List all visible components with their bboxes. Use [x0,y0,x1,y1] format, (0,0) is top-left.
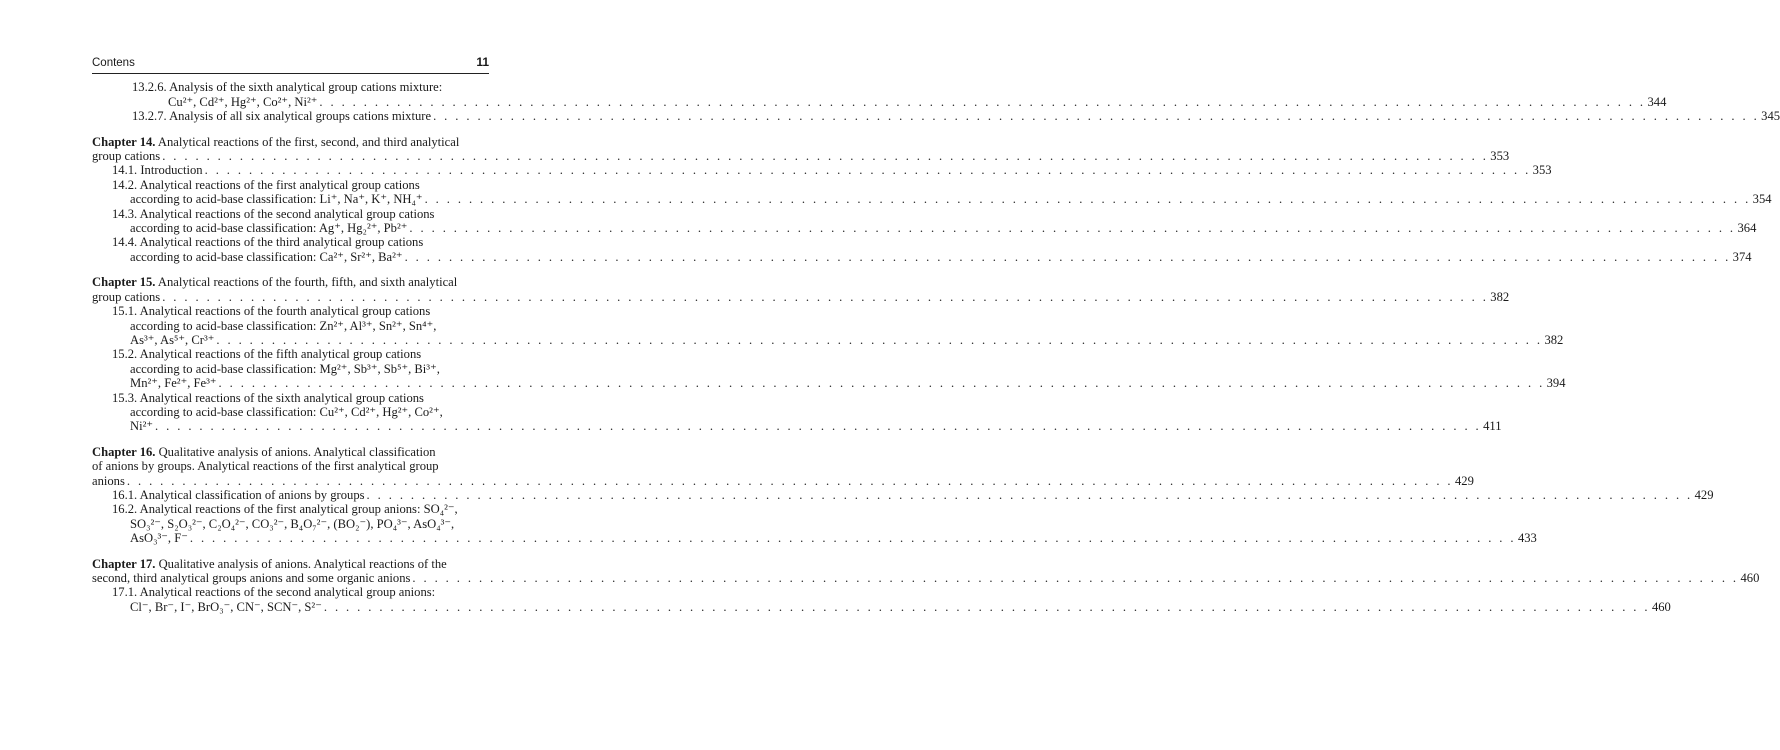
toc-entry-text: SO₃²⁻, S₂O₃²⁻, C₂O₄²⁻, CO₃²⁻, B₄O₇²⁻, (BO₂⁻), PO₄³⁻, AsO₄³⁻, [130,516,455,531]
toc-page-number: 374 [1732,249,1752,264]
dot-leader: . . . . . . . . . . . . . . . . . . . . . . . . . . . . . . . . . . . . . . . . . . . . . . . . . . . . . . . . . . . . . . . . . . . . . . . . . . . . . . . . . . . . . . . . . . . . . . . . . . . . . . . . . . . . . . . . . . . . . . . . [218,376,1545,391]
toc-entry-text: Analytical reactions of the fourth, fifth, and sixth analytical [155,275,458,290]
toc-page-number: 344 [1647,94,1667,109]
toc-entry-text: group cations [92,149,161,164]
toc-entry-line [92,445,489,459]
toc-entry-text: 16.1. Analytical classification of anions by groups [112,487,365,502]
page-number: 11 [476,55,489,69]
toc-entry [92,109,1780,124]
toc-entry [92,304,1564,347]
toc-entry-text: 14.1. Introduction [112,163,203,178]
toc-entry-text: 15.2. Analytical reactions of the fifth analytical group cations [112,347,422,362]
toc-entry [92,235,1752,264]
toc-entry-text: Mn²⁺, Fe²⁺, Fe³⁺ [130,376,217,391]
dot-leader: . . . . . . . . . . . . . . . . . . . . . . . . . . . . . . . . . . . . . . . . . . . . . . . . . . . . . . . . . . . . . . . . . . . . . . . . . . . . . . . . . . . . . . . . . . . . . . . . . . . . . . . . . . . . . . . . . . . . . . . . [323,599,1650,614]
toc-entry-text: 14.2. Analytical reactions of the first analytical group cations [112,177,420,192]
toc-entry-text: Analytical reactions of the first, second, and third analytical [155,134,460,149]
toc-entry-text: according to acid-base classification: Cu²⁺, Cd²⁺, Hg²⁺, Co²⁺, [130,404,443,419]
dot-leader: . . . . . . . . . . . . . . . . . . . . . . . . . . . . . . . . . . . . . . . . . . . . . . . . . . . . . . . . . . . . . . . . . . . . . . . . . . . . . . . . . . . . . . . . . . . . . . . . . . . . . . . . . . . . . . . . . . . . . . . . [319,94,1646,109]
toc-entry [92,585,1671,614]
dot-leader: . . . . . . . . . . . . . . . . . . . . . . . . . . . . . . . . . . . . . . . . . . . . . . . . . . . . . . . . . . . . . . . . . . . . . . . . . . . . . . . . . . . . . . . . . . . . . . . . . . . . . . . . . . . . . . . . . . . . . . . . [216,332,1543,347]
toc-entry-last-line [112,419,1502,434]
toc-entry-line [112,362,489,376]
toc-entry-line [112,178,489,192]
toc-entry-text: according to acid-base classification: Mg²⁺, Sb³⁺, Sb⁵⁺, Bi³⁺, [130,361,440,376]
dot-leader: . . . . . . . . . . . . . . . . . . . . . . . . . . . . . . . . . . . . . . . . . . . . . . . . . . . . . . . . . . . . . . . . . . . . . . . . . . . . . . . . . . . . . . . . . . . . . . . . . . . . . . . . . . . . . . . . . . . . . . . . [204,163,1531,178]
toc-entry-last-line [112,163,1552,178]
toc-entry-last-line [112,376,1566,391]
toc-page-number: 429 [1454,473,1474,488]
toc-entry-line [112,319,489,333]
chapter-label: Chapter 14. [92,134,156,149]
toc-entry [92,275,1510,304]
toc-entry-last-line [132,94,1667,109]
toc-entry-last-line [112,531,1537,546]
dot-leader: . . . . . . . . . . . . . . . . . . . . . . . . . . . . . . . . . . . . . . . . . . . . . . . . . . . . . . . . . . . . . . . . . . . . . . . . . . . . . . . . . . . . . . . . . . . . . . . . . . . . . . . . . . . . . . . . . . . . . . . . [162,149,1489,164]
toc-entry-text: group cations [92,289,161,304]
toc-page [92,55,1780,614]
toc-entry-text: Ni²⁺ [130,419,154,434]
dot-leader: . . . . . . . . . . . . . . . . . . . . . . . . . . . . . . . . . . . . . . . . . . . . . . . . . . . . . . . . . . . . . . . . . . . . . . . . . . . . . . . . . . . . . . . . . . . . . . . . . . . . . . . . . . . . . . . . . . . . . . . . [404,249,1731,264]
toc-entry-last-line [92,289,1510,304]
toc-page-number: 354 [1752,192,1772,207]
toc-entry-text: 17.1. Analytical reactions of the second analytical group anions: [112,585,436,600]
toc-entry-text: As³⁺, As⁵⁺, Cr³⁺ [130,332,215,347]
toc-entry-text: Cu²⁺, Cd²⁺, Hg²⁺, Co²⁺, Ni²⁺ [168,94,318,109]
dot-leader: . . . . . . . . . . . . . . . . . . . . . . . . . . . . . . . . . . . . . . . . . . . . . . . . . . . . . . . . . . . . . . . . . . . . . . . . . . . . . . . . . . . . . . . . . . . . . . . . . . . . . . . . . . . . . . . . . . . . . . . . [366,487,1693,502]
toc-entry-line [92,275,489,289]
toc-entry-text: 13.2.6. Analysis of the sixth analytical group cations mixture: [132,80,443,95]
dot-leader: . . . . . . . . . . . . . . . . . . . . . . . . . . . . . . . . . . . . . . . . . . . . . . . . . . . . . . . . . . . . . . . . . . . . . . . . . . . . . . . . . . . . . . . . . . . . . . . . . . . . . . . . . . . . . . . . . . . . . . . . [424,192,1751,207]
toc-page-number: 460 [1740,571,1760,585]
toc-page-number: 382 [1490,289,1510,304]
toc-page-number: 429 [1694,487,1714,502]
toc-entry-last-line [132,109,1780,124]
dot-leader: . . . . . . . . . . . . . . . . . . . . . . . . . . . . . . . . . . . . . . . . . . . . . . . . . . . . . . . . . . . . . . . . . . . . . . . . . . . . . . . . . . . . . . . . . . . . . . . . . . . . . . . . . . . . . . . . . . . . . . . . [409,221,1736,236]
toc-entry-last-line [112,192,1772,207]
toc-entry-last-line [92,149,1510,164]
toc-entry-line [112,347,489,361]
toc-entry-line [92,135,489,149]
toc-page-number: 394 [1546,376,1566,391]
toc-entry [92,80,1667,109]
toc-entry-text: second, third analytical groups anions and some organic anions [92,571,411,585]
toc-entry-last-line [92,571,1760,585]
dot-leader: . . . . . . . . . . . . . . . . . . . . . . . . . . . . . . . . . . . . . . . . . . . . . . . . . . . . . . . . . . . . . . . . . . . . . . . . . . . . . . . . . . . . . . . . . . . . . . . . . . . . . . . . . . . . . . . . . . . . . . . . [412,571,1739,585]
chapter-label: Chapter 17. [92,556,156,571]
toc-entry-line [92,557,489,571]
toc-entry-text: according to acid-base classification: Ag⁺, Hg₂²⁺, Pb²⁺ [130,221,408,236]
toc-entry [92,206,1757,236]
toc-entry-text: according to acid-base classification: Ca²⁺, Sr²⁺, Ba²⁺ [130,249,403,264]
dot-leader: . . . . . . . . . . . . . . . . . . . . . . . . . . . . . . . . . . . . . . . . . . . . . . . . . . . . . . . . . . . . . . . . . . . . . . . . . . . . . . . . . . . . . . . . . . . . . . . . . . . . . . . . . . . . . . . . . . . . . . . . [155,419,1482,434]
toc-entry-line [112,405,489,419]
toc-entry-line [112,207,489,221]
toc-page-number: 353 [1490,149,1510,164]
dot-leader: . . . . . . . . . . . . . . . . . . . . . . . . . . . . . . . . . . . . . . . . . . . . . . . . . . . . . . . . . . . . . . . . . . . . . . . . . . . . . . . . . . . . . . . . . . . . . . . . . . . . . . . . . . . . . . . . . . . . . . . . [433,109,1760,124]
toc-entry-text: Qualitative analysis of anions. Analytical classification [155,444,436,459]
toc-entry-last-line [112,221,1757,236]
toc-page-number: 460 [1651,599,1671,614]
toc-entry-text: anions [92,473,125,488]
toc-entry [92,556,1760,586]
toc-entry [92,163,1552,178]
dot-leader: . . . . . . . . . . . . . . . . . . . . . . . . . . . . . . . . . . . . . . . . . . . . . . . . . . . . . . . . . . . . . . . . . . . . . . . . . . . . . . . . . . . . . . . . . . . . . . . . . . . . . . . . . . . . . . . . . . . . . . . . [189,531,1516,546]
toc-entry-last-line [112,599,1671,614]
dot-leader: . . . . . . . . . . . . . . . . . . . . . . . . . . . . . . . . . . . . . . . . . . . . . . . . . . . . . . . . . . . . . . . . . . . . . . . . . . . . . . . . . . . . . . . . . . . . . . . . . . . . . . . . . . . . . . . . . . . . . . . . [126,473,1453,488]
toc-list [92,80,1780,614]
chapter-label: Chapter 15. [92,275,156,290]
toc-entry-line [112,502,489,516]
toc-page-number: 382 [1544,332,1564,347]
toc-entry-text: 15.1. Analytical reactions of the fourth analytical group cations [112,304,431,319]
toc-entry-text: 14.3. Analytical reactions of the second analytical group cations [112,206,435,221]
running-head [92,55,489,74]
toc-entry-text: 14.4. Analytical reactions of the third analytical group cations [112,235,424,250]
toc-entry-text: 13.2.7. Analysis of all six analytical groups cations mixture [132,109,432,124]
toc-entry-line [132,80,489,94]
running-head-title: Contens [92,57,135,69]
toc-entry-line [112,235,489,249]
toc-entry [92,444,1474,488]
chapter-label: Chapter 16. [92,444,156,459]
toc-entry [92,390,1502,434]
toc-entry [92,502,1537,546]
toc-entry-line [112,304,489,318]
dot-leader: . . . . . . . . . . . . . . . . . . . . . . . . . . . . . . . . . . . . . . . . . . . . . . . . . . . . . . . . . . . . . . . . . . . . . . . . . . . . . . . . . . . . . . . . . . . . . . . . . . . . . . . . . . . . . . . . . . . . . . . . [162,289,1489,304]
toc-entry [92,134,1510,164]
toc-entry-text: 15.3. Analytical reactions of the sixth analytical group cations [112,390,424,405]
toc-entry-line [112,585,489,599]
toc-entry-last-line [92,473,1474,488]
toc-entry-last-line [112,249,1752,264]
toc-entry-line [92,459,489,473]
toc-entry [92,347,1566,391]
toc-page-number: 433 [1517,531,1537,546]
toc-entry-last-line [112,332,1564,347]
toc-entry-text: Qualitative analysis of anions. Analytical reactions of the [155,556,447,571]
toc-page-number: 364 [1737,221,1757,236]
toc-entry-text: according to acid-base classification: Li⁺, Na⁺, K⁺, NH₄⁺ [130,192,423,207]
toc-entry [92,487,1714,502]
toc-entry-line [112,517,489,531]
toc-entry-text: AsO₃³⁻, F⁻ [130,531,188,546]
toc-entry [92,177,1772,207]
toc-page-number: 345 [1761,109,1780,124]
toc-entry-text: 16.2. Analytical reactions of the first analytical group anions: SO₄²⁻, [112,502,458,517]
toc-page-number: 353 [1532,163,1552,178]
toc-page-number: 411 [1483,419,1502,434]
toc-entry-text: Cl⁻, Br⁻, I⁻, BrO₃⁻, CN⁻, SCN⁻, S²⁻ [130,599,322,614]
toc-entry-text: of anions by groups. Analytical reactions of the first analytical group [92,459,439,474]
toc-entry-line [112,391,489,405]
toc-entry-last-line [112,487,1714,502]
toc-entry-text: according to acid-base classification: Zn²⁺, Al³⁺, Sn²⁺, Sn⁴⁺, [130,318,437,333]
